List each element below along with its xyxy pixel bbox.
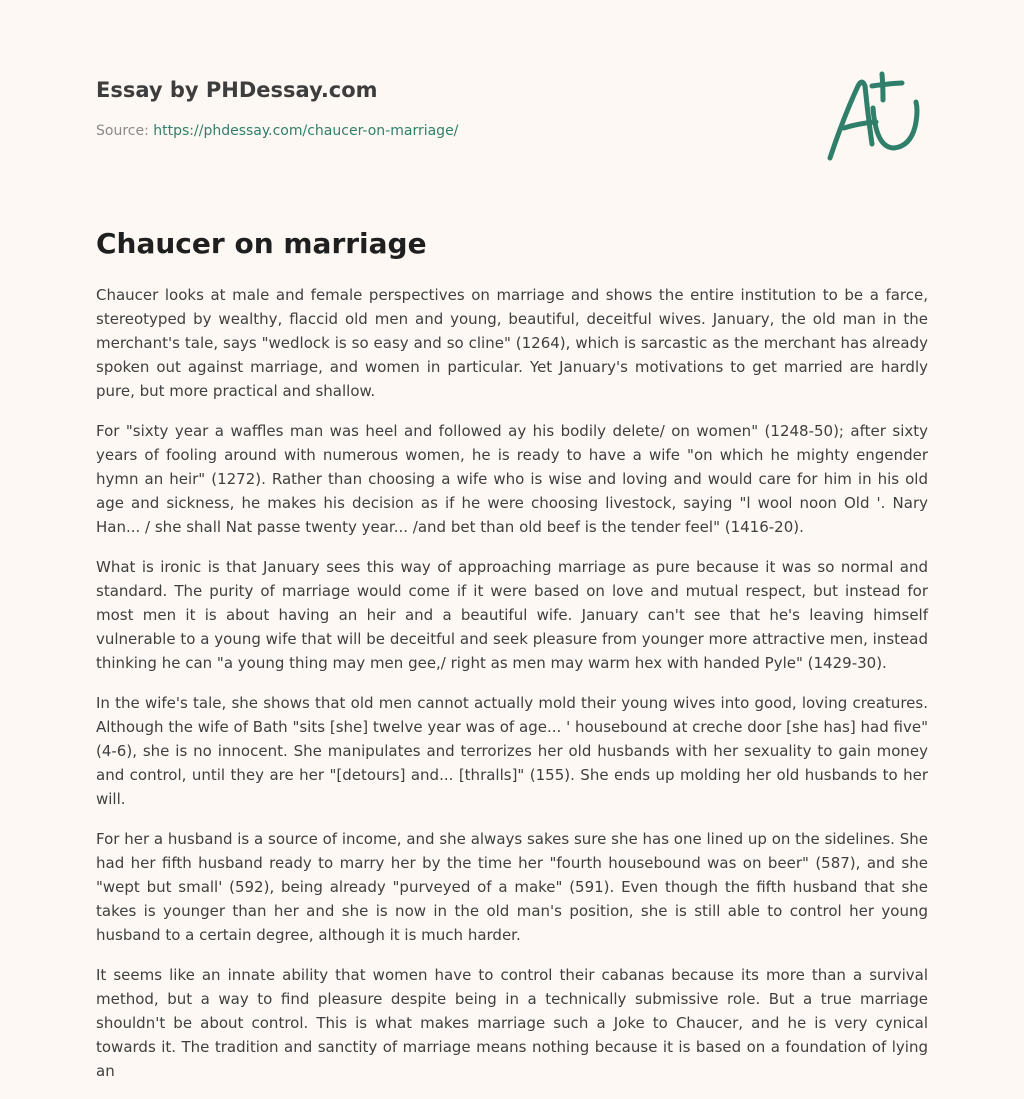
essay-paragraph: For her a husband is a source of income, and she always sakes sure she has one lined up on the sidelines. She had her fifth husband ready to marry her by the time her "fourth housebound was on beer" (587), and she "wept but small' (592), being already "purveyed of a make" (591). Even though the fifth husband that she takes is younger than her and she is now in the old man's position, she is still able to control her young husband to a certain degree, although it is much harder. — [96, 830, 928, 944]
brand-title: Essay by PHDessay.com — [96, 78, 378, 102]
source-label: Source: — [96, 123, 154, 139]
essay-paragraph: What is ironic is that January sees this way of approaching marriage as pure because it was so normal and standard. The purity of marriage would come if it were based on love and mutual respect, but instead for most men it is about having an heir and a beautiful wife. January can't see that he's leaving himself vulnerable to a young wife that will be deceitful and seek pleasure from younger more attractive men, instead thinking he can "a young thing may men gee,/ right as men may warm hex with handed Pyle" (1429-30). — [96, 558, 928, 672]
essay-paragraph: Chaucer looks at male and female perspectives on marriage and shows the entire institution to be a farce, stereotyped by wealthy, flaccid old men and young, beautiful, deceitful wives. January, the old man in the merchant's tale, says "wedlock is so easy and so cline" (1264), which is sarcastic as the merchant has already spoken out against marriage, and women in particular. Yet January's motivations to get married are hardly pure, but more practical and shallow. — [96, 286, 928, 400]
essay-body — [96, 283, 928, 1099]
source-line — [96, 120, 696, 142]
essay-paragraph: In the wife's tale, she shows that old men cannot actually mold their young wives into good, loving creatures. Although the wife of Bath "sits [she] twelve year was of age... ' housebound at creche door [she has] had five" (4-6), she is no innocent. She manipulates and terrorizes her old husbands with her sexuality to gain money and control, until they are her "[detours] and... [thralls]" (155). She ends up molding her old husbands to her will. — [96, 694, 928, 808]
essay-paragraph: For "sixty year a waffles man was heel and followed ay his bodily delete/ on women" (1248-50); after sixty years of fooling around with numerous women, he is ready to have a wife "on which he mighty engender hymn an heir" (1272). Rather than choosing a wife who is wise and loving and would care for him in his old age and sickness, he makes his decision as if he were choosing livestock, saying "l wool noon Old '. Nary Han... / she shall Nat passe twenty year... /and bet than old beef is the tender feel" (1416-20). — [96, 422, 928, 536]
source-link[interactable]: https://phdessay.com/chaucer-on-marriage/ — [153, 123, 459, 139]
a-plus-grade-icon — [820, 66, 930, 166]
essay-title: Chaucer on marriage — [96, 227, 427, 260]
essay-paragraph: It seems like an innate ability that women have to control their cabanas because its more than a survival method, but a way to find pleasure despite being in a technically submissive role. But a true marriage shouldn't be about control. This is what makes marriage such a Joke to Chaucer, and he is very cynical towards it. The tradition and sanctity of marriage means nothing because it is based on a foundation of lying an — [96, 966, 928, 1080]
header — [96, 72, 696, 142]
